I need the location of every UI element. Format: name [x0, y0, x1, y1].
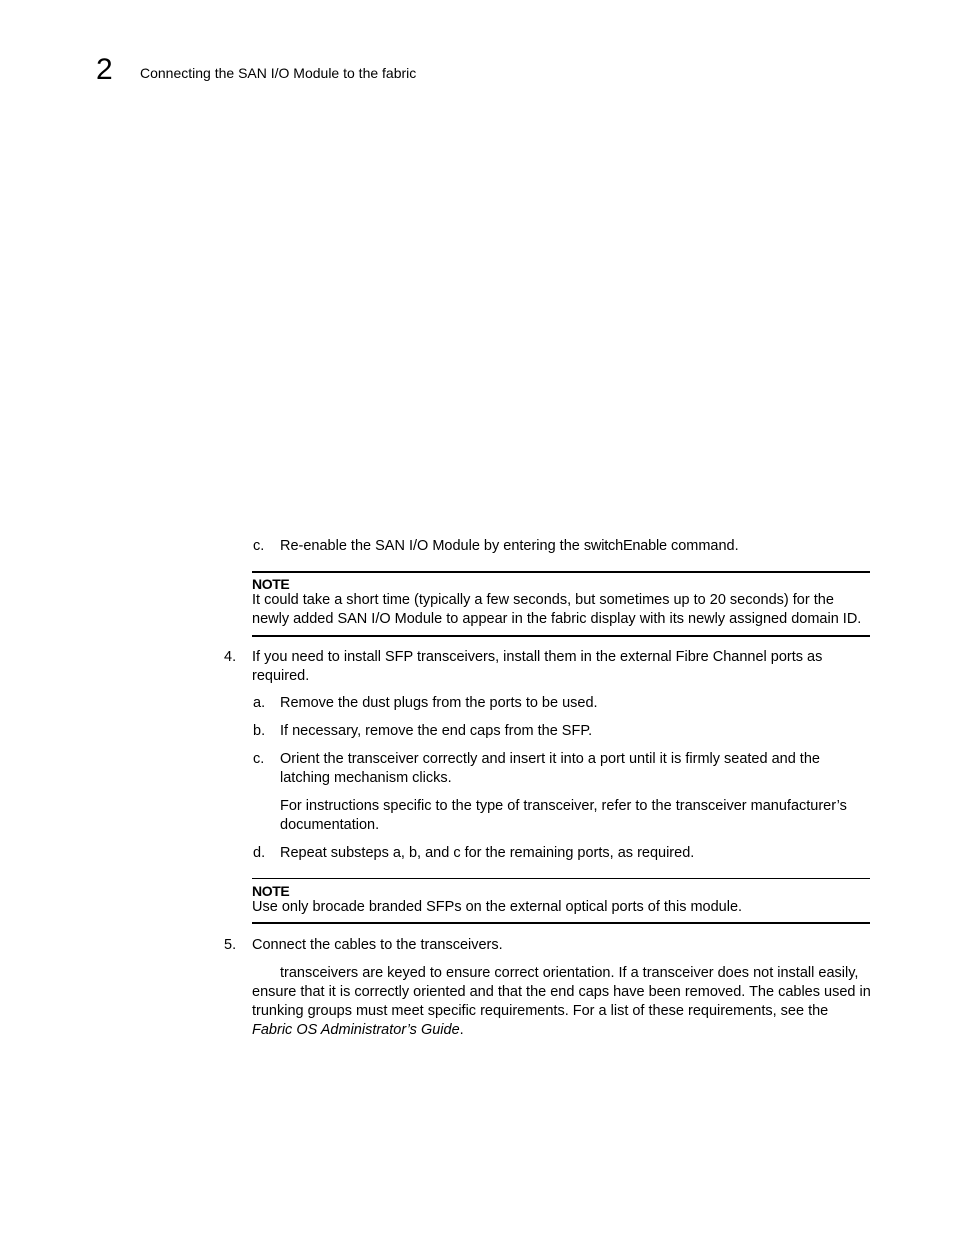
substep-a-text: Remove the dust plugs from the ports to be used. [280, 695, 598, 711]
command-switchenable: switchEnable [583, 538, 667, 554]
substep-b-text: If necessary, remove the end caps from the SFP. [280, 723, 593, 739]
note-label: NOTE [252, 883, 290, 899]
substep-c-text: Orient the transceiver correctly and insert it into a port until it is firmly seated and the latching mechanism clicks. [280, 751, 820, 786]
note-text: Use only brocade branded SFPs on the external optical ports of this module. [252, 899, 743, 915]
substep-d-marker: d. [253, 845, 266, 861]
substep-d-text: Repeat substeps a, b, and c for the remaining ports, as required. [280, 845, 695, 861]
step-5-paragraph [252, 964, 872, 1040]
note-text: It could take a short time (typically a few seconds, but sometimes up to 20 seconds) for the newly added SAN I/O Module to appear in the fabric display with its newly assigned domain ID. [252, 592, 862, 627]
step-3c-text-after: command. [666, 538, 739, 554]
step-5-text: Connect the cables to the transceivers. [252, 937, 503, 953]
step-5-marker: 5. [224, 937, 237, 953]
guide-reference: Fabric OS Administrator’s Guide [252, 1022, 460, 1038]
note-top-rule [252, 571, 870, 573]
note-top-rule [252, 878, 870, 879]
substep-b-marker: b. [253, 723, 266, 739]
note-bottom-rule [252, 922, 870, 924]
running-header-title: Connecting the SAN I/O Module to the fabric [140, 65, 417, 81]
chapter-number: 2 [96, 53, 113, 86]
step-3c-text [280, 537, 870, 556]
step-5-paragraph-text: transceivers are keyed to ensure correct orientation. If a transceiver does not install easily, ensure that it is correctly oriented and that the end caps have been removed. The cables used in trunking groups must meet specific requirements. For a list of these requirements, see the [252, 965, 871, 1019]
substep-c-marker: c. [253, 751, 265, 767]
step-4-marker: 4. [224, 649, 237, 665]
step-5-paragraph-end: . [459, 1022, 464, 1038]
substep-a-marker: a. [253, 695, 266, 711]
step-4-text: If you need to install SFP transceivers, install them in the external Fibre Channel ports as required. [252, 649, 823, 684]
note-label: NOTE [252, 576, 290, 592]
step-3c-text-before: Re-enable the SAN I/O Module by entering the [280, 538, 584, 554]
substep-c-detail-text: For instructions specific to the type of transceiver, refer to the transceiver manufacturer’s documentation. [280, 798, 847, 833]
step-3c-marker: c. [253, 538, 265, 554]
note-bottom-rule [252, 635, 870, 637]
